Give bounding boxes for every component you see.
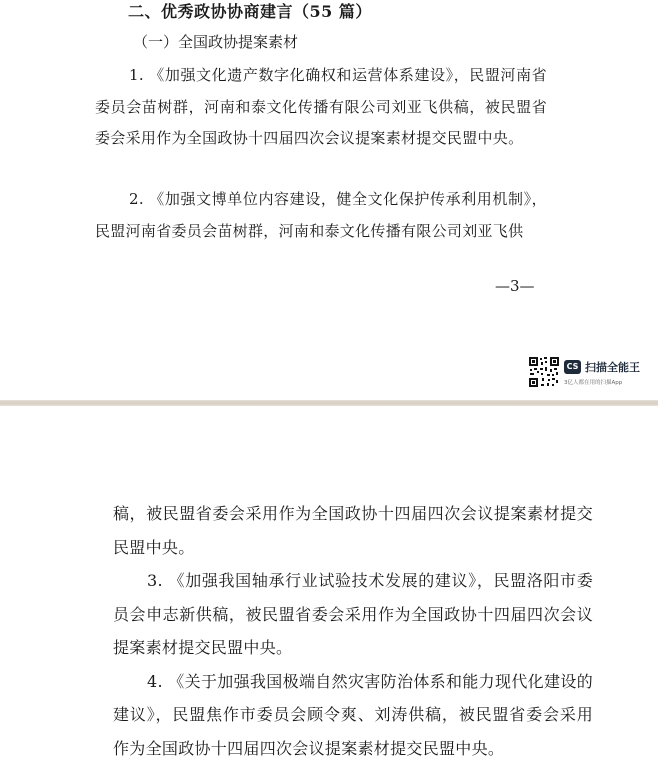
- qr-code-icon: [528, 356, 560, 388]
- proposal-item-1: 1. 《加强文化遗产数字化确权和运营体系建设》，民盟河南省委员会苗树群，河南和泰文化传播有限公司刘亚飞供稿，被民盟省委会采用作为全国政协十四届四次会议提案素材提交民盟中央。: [95, 66, 547, 147]
- scanner-watermark: [528, 356, 640, 388]
- section-heading: 二、优秀政协协商建言（55 篇）: [128, 2, 372, 21]
- scanner-tagline: 3亿人都在用的扫描App: [564, 379, 623, 386]
- page-2-body: [113, 497, 593, 765]
- page-number: —3—: [495, 277, 535, 295]
- proposal-item-3: 3. 《加强我国轴承行业试验技术发展的建议》，民盟洛阳市委员会申志新供稿，被民盟省委会采用作为全国政协十四届四次会议提案素材提交民盟中央。: [113, 571, 593, 657]
- proposal-item-2: 2. 《加强文博单位内容建设，健全文化保护传承利用机制》，民盟河南省委员会苗树群，河南和泰文化传播有限公司刘亚飞供: [95, 190, 547, 240]
- scanner-brand: [564, 359, 640, 386]
- subsection-heading: （一）全国政协提案素材: [133, 33, 299, 51]
- camscanner-logo-icon: CS: [564, 360, 581, 374]
- proposal-item-4: 4. 《关于加强我国极端自然灾害防治体系和能力现代化建设的建议》，民盟焦作市委员会顾令爽、刘涛供稿，被民盟省委会采用作为全国政协十四届四次会议提案素材提交民盟中央。: [113, 671, 593, 758]
- scanner-app-name: 扫描全能王: [585, 360, 640, 374]
- document-page-2: [0, 406, 658, 770]
- continuation-text: 稿，被民盟省委会采用作为全国政协十四届四次会议提案素材提交民盟中央。: [113, 504, 593, 557]
